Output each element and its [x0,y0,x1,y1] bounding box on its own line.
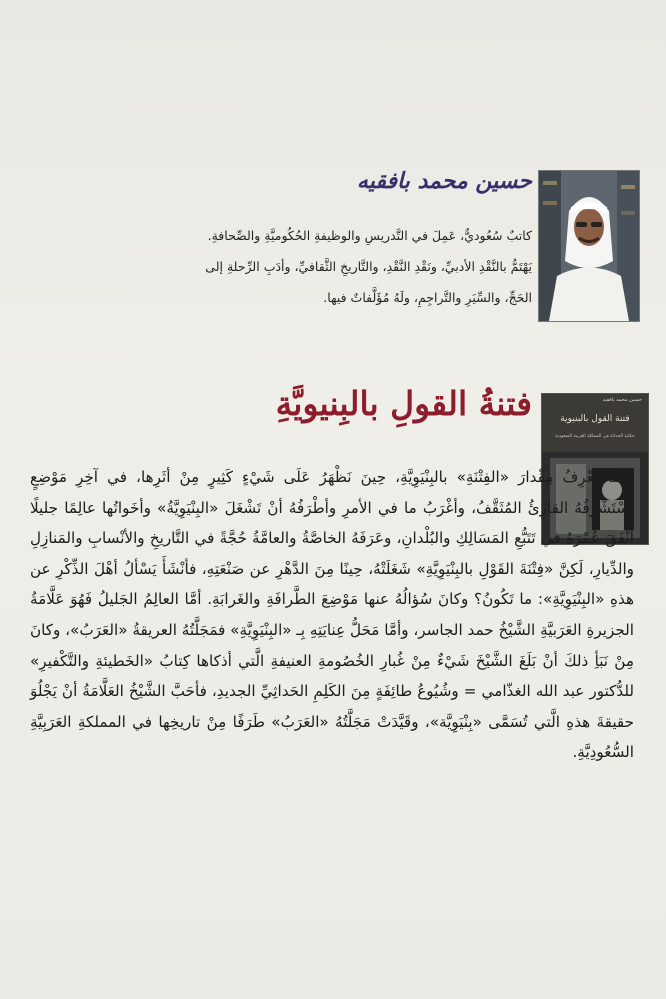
bio-line: الحَجِّ، والسِّيَرِ والتَّراجِمِ، ولَهُ مُؤَلَّفاتٌ فيها. [323,290,532,305]
cover-title: فتنة القول بالبنيوية [560,414,630,424]
author-photo [538,170,640,322]
author-name: حسين محمد بافقيه [356,168,532,194]
author-bio [92,220,532,313]
cover-subtitle: حكاية الحداثة في المملكة العربية السعودية [555,434,635,439]
author-portrait-icon [539,171,639,321]
bio-line: يَهْتَمُّ بالنَّقْدِ الأدبيِّ، ونَقْدِ النَّقْدِ، والتَّاريخِ الثَّقافيِّ، وأدَبِ الرِّحلةِ إلى [205,259,532,274]
book-excerpt [30,462,634,768]
excerpt-paragraph: لكنَّنا نَعْرِفُ مِقْدارَ «الفِتْنَةِ» بالبِنْيَوِيَّةِ، حِينَ نَظْهَرُ عَلَى شَيْءٍ كَثِيرٍ مِنْ أثَرِها، في آخِرِ مَوْضِعٍ يَسْتَشْرِفُهُ القارِئُ المُثَقَّفُ، وأغْرَبُ ما في الأمرِ وأطْرَفُهُ أنْ تَشْغَلَ «البِنْيَوِيَّةُ» وأخَواتُها عالِمًا جليلًا أنْفَقَ عُمْرَهُ في تَتَبُّعِ المَسَالِكِ والبُلْدانِ، وعَرَفَهُ الخاصَّةُ والعامَّةُ حُجَّةً في التَّاريخِ والأنْسابِ والمَنازِلِ والدِّيارِ، لَكِنَّ «فِتْنَةَ القَوْلِ بالبِنْيَوِيَّةِ» شَغَلَتْهُ، حِينًا مِنَ الدَّهْرِ عن صَنْعَتِهِ، فأنْشَأَ يَسْألُ أهْلَ الذِّكْرِ عن هذهِ «البِنْيَوِيَّةِ»: ما تَكُونُ؟ وكانَ سُؤالُهُ عنها مَوْضِعَ الطَّرافَةِ والغَرابَةِ. أمَّا العالِمُ الجَليلُ فَهُوَ عَلَّامَةُ الجزيرةِ العَرَبيَّةِ الشَّيْخُ حمد الجاسر، وأمَّا مَحَلُّ عِنايَتِهِ بِـ «البِنْيَوِيَّةِ» فمَجَلَّتُهُ العريقةُ «العَرَبُ»، وكانَ مِنْ نَبَأِ ذلكَ أنْ بَلَغَ الشَّيْخَ شَيْءٌ مِنْ غُبارِ الخُصُومةِ العنيفةِ الَّتي أذكاها كِتابُ «الخَطيئةِ والتَّكْفيرِ» للدُّكتور عبد الله الغذّامي = وشُيُوعُ طائِفَةٍ مِنَ الكَلِمِ الحَداثِيِّ الجديدِ، فأحَبَّ الشَّيْخُ العَلَّامَةُ أنْ يَجْلُوَ حقيقةَ هذهِ الَّتي تُسَمَّى «بِنْيَوِيَّة»، وقَيَّدَتْ مَجَلَّتُهُ «العَرَبُ» طَرَفًا مِنْ تاريخِها في المملكةِ العَرَبِيَّةِ السُّعُودِيَّةِ. [29,468,634,762]
bio-line: كاتبٌ سُعُوديٌّ، عَمِلَ في التَّدريسِ والوظيفةِ الحُكُوميَّةِ والصِّحافةِ. [207,228,532,243]
cover-author: حسين محمد بافقيه [602,397,642,403]
book-title: فتنةُ القولِ بالبِنيويَّةِ [275,384,532,423]
